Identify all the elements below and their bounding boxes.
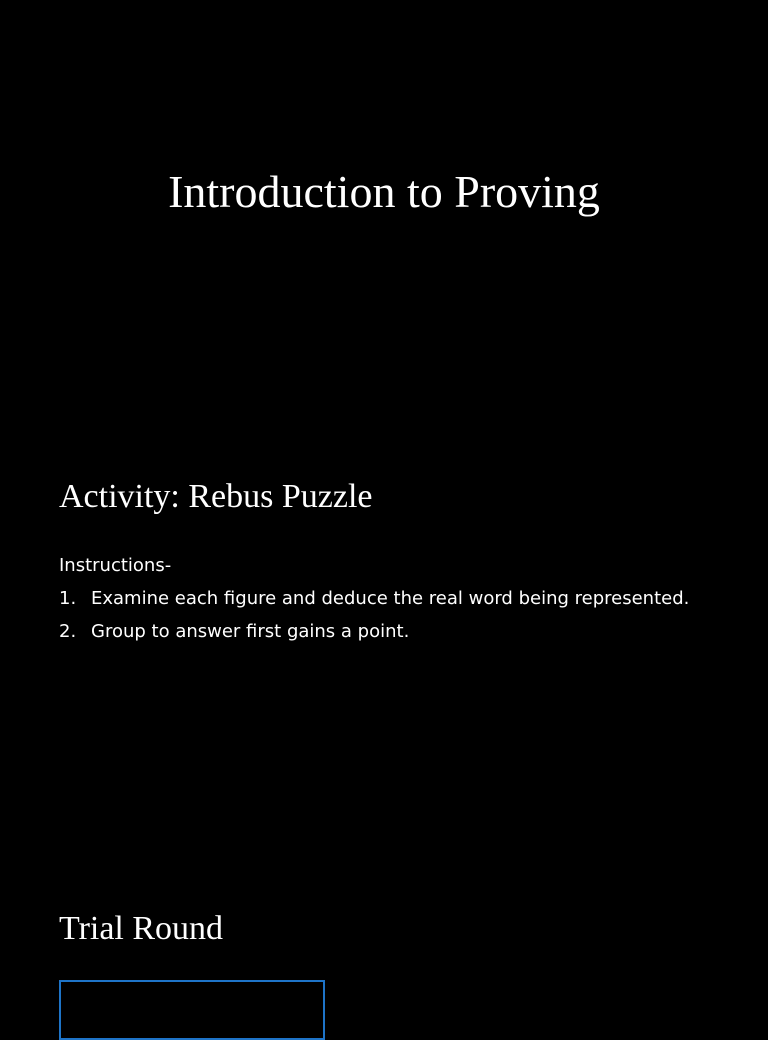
list-item [59,615,749,648]
list-item-text: Group to answer first gains a point. [91,621,410,642]
list-item [59,582,749,615]
trial-round-heading: Trial Round [59,910,224,947]
instructions-block [59,549,749,648]
slide-title: Introduction to Proving [168,166,600,217]
instructions-label: Instructions- [59,555,172,576]
trial-round-figure-box [59,980,325,1040]
list-item-text: Examine each figure and deduce the real word being represented. [91,588,690,609]
instructions-list [59,582,749,648]
list-item-number: 2. [59,621,77,642]
activity-heading: Activity: Rebus Puzzle [59,478,373,515]
list-item-number: 1. [59,588,77,609]
